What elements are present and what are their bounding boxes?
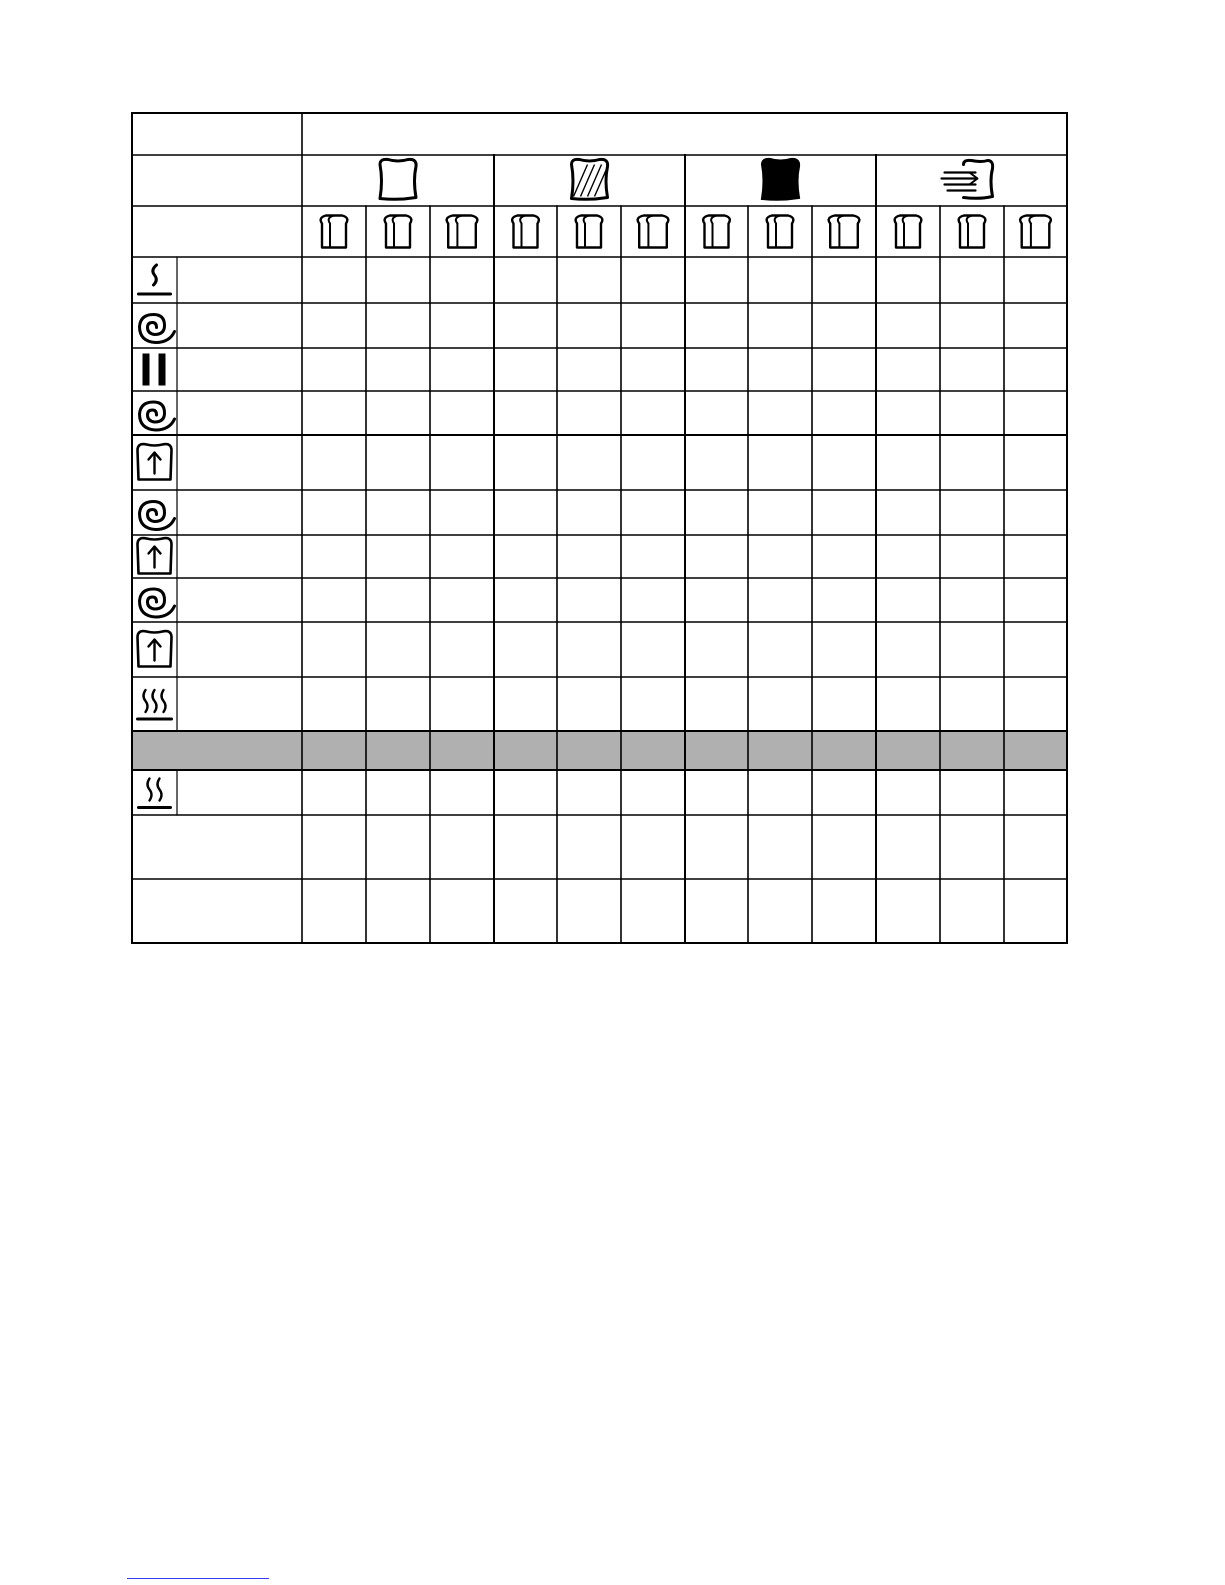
- knead-icon: [140, 315, 175, 343]
- bake-icon: [138, 690, 172, 719]
- loaf-large-icon: [1020, 216, 1051, 248]
- loaf-large-icon: [829, 216, 860, 248]
- loaf-medium-icon: [576, 216, 603, 248]
- crust-medium-icon: [572, 159, 609, 199]
- preheat-icon: [139, 265, 171, 294]
- footnote-rule: [127, 1578, 269, 1579]
- separator-row: [132, 731, 1067, 770]
- rise-icon: [138, 631, 172, 666]
- knead-icon: [140, 402, 175, 430]
- loaf-small-icon: [703, 216, 730, 248]
- crust-light-icon: [380, 159, 416, 199]
- rise-icon: [138, 444, 172, 479]
- pause-icon: [143, 354, 166, 386]
- loaf-small-icon: [512, 216, 539, 248]
- rise-icon: [138, 538, 172, 573]
- loaf-small-icon: [895, 216, 922, 248]
- knead-icon: [140, 502, 175, 530]
- rapid-bake-icon: [942, 160, 993, 198]
- crust-dark-icon: [763, 159, 799, 199]
- loaf-large-icon: [447, 216, 478, 248]
- loaf-medium-icon: [385, 216, 412, 248]
- loaf-medium-icon: [767, 216, 794, 248]
- loaf-medium-icon: [959, 216, 986, 248]
- loaf-large-icon: [638, 216, 669, 248]
- loaf-small-icon: [321, 216, 348, 248]
- keep-warm-icon: [139, 779, 171, 808]
- knead-icon: [140, 589, 175, 617]
